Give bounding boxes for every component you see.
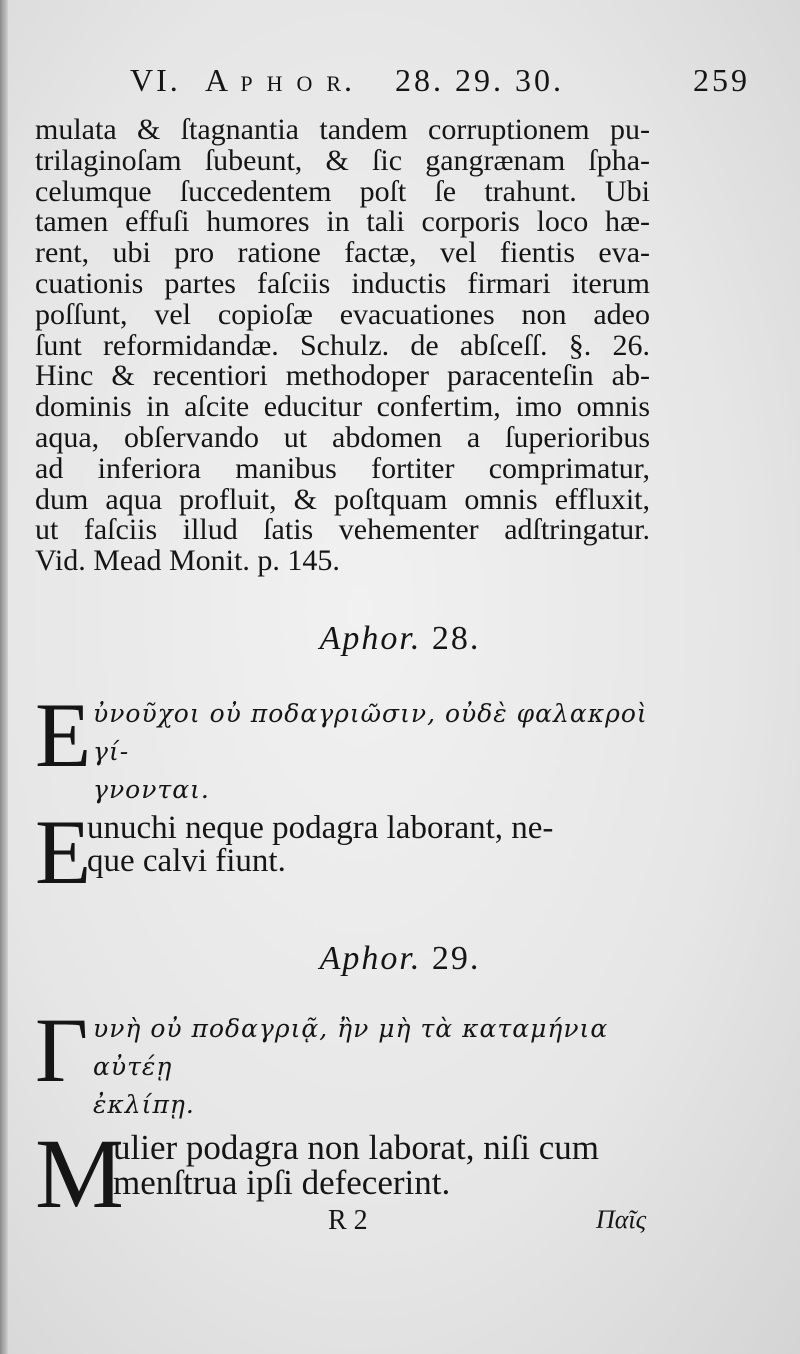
header-label: A p h o r. (205, 62, 356, 98)
body-line: ut faſciis illud ſatis vehementer adſtringatur. (35, 513, 650, 547)
aphorism-heading-label: Aphor. (319, 620, 422, 657)
aphorism-28-latin (35, 801, 655, 903)
latin-drop-cap: E (35, 801, 92, 903)
body-line: ad inferiora manibus fortiter comprimatur, (35, 451, 650, 485)
latin-line: unuchi neque podagra laborant, ne- (87, 810, 554, 846)
greek-line: ὐνοῦχοι οὐ ποδαγριῶσιν, οὐδὲ φαλακροὶ γί- (93, 699, 648, 766)
body-line: Hinc & recentiori methodoper paracenteſin ab- (35, 359, 650, 393)
aphorism-28-greek (35, 684, 655, 804)
body-line: ſunt reformidandæ. Schulz. de abſceſſ. §. 26. (35, 328, 650, 362)
page-number: 259 (693, 62, 750, 98)
body-paragraph (35, 115, 650, 577)
greek-line: υνὴ οὐ ποδαγριᾷ, ἢν μὴ τὰ καταμήνια αὐτέῃ (93, 1014, 609, 1081)
greek-drop-cap: Γ (35, 999, 89, 1101)
body-line: Vid. Mead Monit. p. 145. (35, 544, 340, 578)
body-line: tamen effuſi humores in tali corporis loco hæ- (35, 205, 650, 239)
body-line: mulata & ſtagnantia tandem corruptionem pu- (35, 113, 650, 146)
body-line: rent, ubi pro ratione factæ, vel fientis eva- (35, 236, 650, 270)
header-section: VI. (130, 62, 181, 98)
page-footer (0, 1205, 800, 1245)
aphorism-heading-number: 28. (431, 620, 481, 657)
aphorism-28-heading (0, 620, 800, 658)
header-numbers: 28. 29. 30. (395, 62, 564, 98)
aphorism-heading-label: Aphor. (319, 940, 422, 977)
page-binding-shadow (0, 0, 8, 1354)
body-line: poſſunt, vel copioſæ evacuationes non adeo (35, 297, 650, 331)
body-line: cuationis partes faſciis inductis firmari iterum (35, 266, 650, 300)
body-line: dum aqua profluit, & poſtquam omnis effluxit, (35, 482, 650, 516)
greek-drop-cap: E (35, 684, 92, 786)
aphorism-29-greek (35, 999, 655, 1119)
body-line: dominis in aſcite educitur confertim, imo omnis (35, 390, 650, 424)
greek-line: γνονται. (93, 775, 210, 804)
latin-drop-cap: M (35, 1118, 124, 1229)
aphorism-29-heading (0, 940, 800, 978)
catchword: Παῖς (596, 1205, 647, 1234)
latin-line: ulier podagra non laborat, niſi cum (113, 1128, 599, 1167)
latin-line: menſtrua ipſi defecerint. (113, 1163, 451, 1202)
signature-mark: R 2 (328, 1205, 368, 1236)
aphorism-heading-number: 29. (431, 940, 481, 977)
body-line: celumque ſuccedentem poſt ſe trahunt. Ubi (35, 174, 650, 208)
greek-line: ἐκλίπῃ. (93, 1090, 195, 1119)
body-line: aqua, obſervando ut abdomen a ſuperioribus (35, 420, 650, 454)
body-line: trilaginoſam ſubeunt, & ſic gangrænam ſpha- (35, 143, 650, 177)
latin-line: que calvi fiunt. (87, 843, 286, 879)
